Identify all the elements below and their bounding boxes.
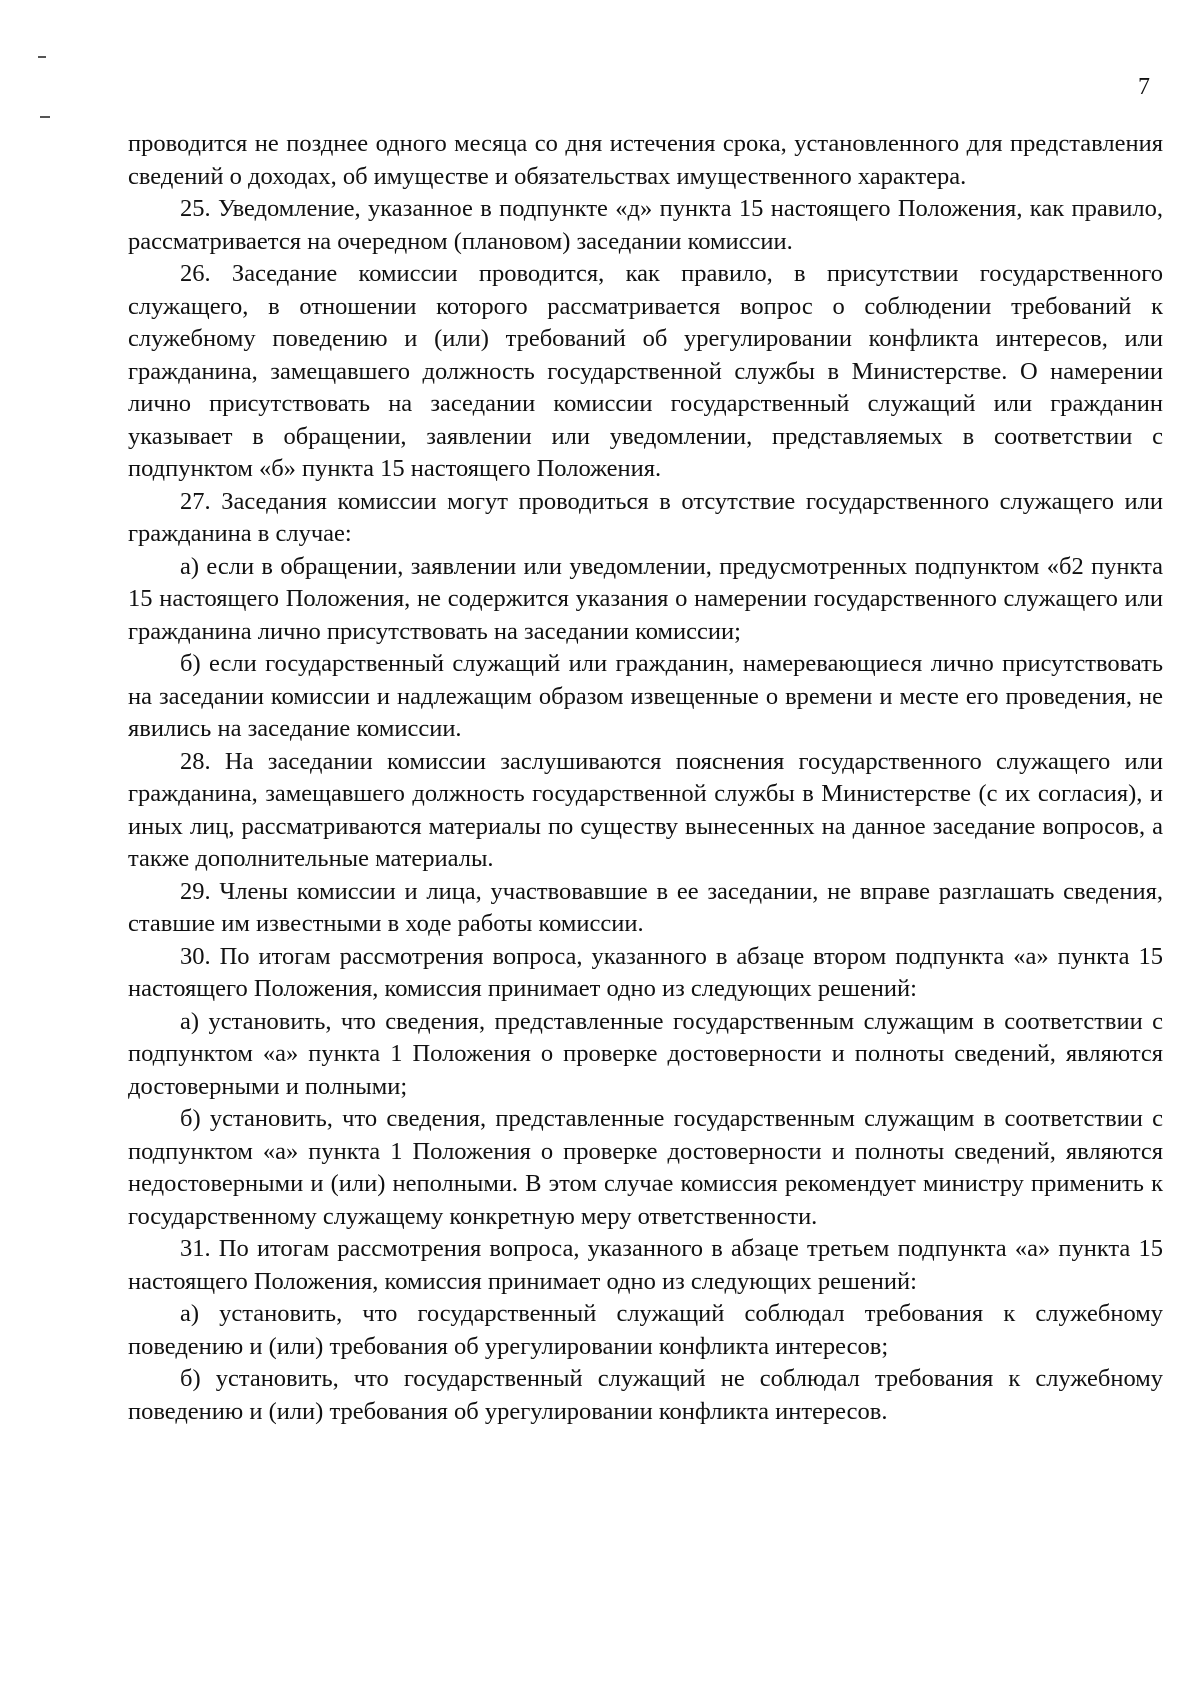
scan-artifact-top	[38, 56, 46, 58]
paragraph-30-b: б) установить, что сведения, представленные государственным служащим в соответствии с подпунктом «а» пункта 1 Положения о проверке достоверности и полноты сведений, являются недостоверными и (или) неполными. В этом случае комиссия рекомендует министру применить к государственному служащему конкретную меру ответственности.	[128, 1105, 1163, 1230]
paragraph-27-b: б) если государственный служащий или гражданин, намеревающиеся лично присутствовать на заседании комиссии и надлежащим образом извещенные о времени и месте его проведения, не явились на заседание комиссии.	[128, 650, 1163, 742]
paragraph-31: 31. По итогам рассмотрения вопроса, указанного в абзаце третьем подпункта «а» пункта 15 настоящего Положения, комиссия принимает одно из следующих решений:	[128, 1235, 1163, 1295]
paragraph-29: 29. Члены комиссии и лица, участвовавшие в ее заседании, не вправе разглашать сведения, ставшие им известными в ходе работы комиссии.	[128, 877, 1163, 937]
paragraph-continuation: проводится не позднее одного месяца со дня истечения срока, установленного для представления сведений о доходах, об имуществе и обязательствах имущественного характера.	[128, 130, 1163, 190]
paragraph-31-b: б) установить, что государственный служащий не соблюдал требования к служебному поведению и (или) требования об урегулировании конфликта интересов.	[128, 1365, 1163, 1425]
paragraph-31-a: а) установить, что государственный служащий соблюдал требования к служебному поведению и (или) требования об урегулировании конфликта интересов;	[128, 1300, 1163, 1360]
paragraph-26: 26. Заседание комиссии проводится, как правило, в присутствии государственного служащего, в отношении которого рассматривается вопрос о соблюдении требований к служебному поведению и (или) требований об урегулировании конфликта интересов, или гражданина, замещавшего должность государственной службы в Министерстве. О намерении лично присутствовать на заседании комиссии государственный служащий или гражданин указывает в обращении, заявлении или уведомлении, представляемых в соответствии с подпунктом «б» пункта 15 настоящего Положения.	[128, 260, 1163, 482]
scan-artifact-side	[40, 116, 50, 118]
paragraph-25: 25. Уведомление, указанное в подпункте «д» пункта 15 настоящего Положения, как правило, рассматривается на очередном (плановом) заседании комиссии.	[128, 195, 1163, 255]
document-body	[128, 128, 1163, 1428]
paragraph-27: 27. Заседания комиссии могут проводиться в отсутствие государственного служащего или гражданина в случае:	[128, 487, 1163, 547]
paragraph-28: 28. На заседании комиссии заслушиваются пояснения государственного служащего или гражданина, замещавшего должность государственной службы в Министерстве (с их согласия), и иных лиц, рассматриваются материалы по существу вынесенных на данное заседание вопросов, а также дополнительные материалы.	[128, 747, 1163, 872]
page-number: 7	[1138, 74, 1150, 100]
paragraph-30: 30. По итогам рассмотрения вопроса, указанного в абзаце втором подпункта «а» пункта 15 настоящего Положения, комиссия принимает одно из следующих решений:	[128, 942, 1163, 1002]
paragraph-27-a: а) если в обращении, заявлении или уведомлении, предусмотренных подпунктом «б2 пункта 15 настоящего Положения, не содержится указания о намерении государственного служащего или гражданина лично присутствовать на заседании комиссии;	[128, 552, 1163, 645]
paragraph-30-a: а) установить, что сведения, представленные государственным служащим в соответствии с подпунктом «а» пункта 1 Положения о проверке достоверности и полноты сведений, являются достоверными и полными;	[128, 1007, 1163, 1100]
